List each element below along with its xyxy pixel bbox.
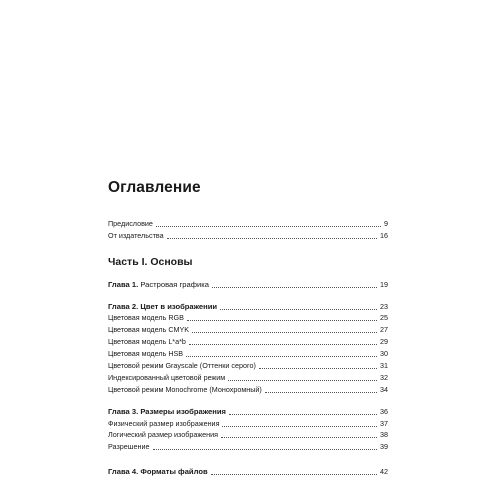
toc-title: Оглавление xyxy=(108,179,201,196)
toc-section xyxy=(108,429,388,441)
entry-page: 34 xyxy=(380,384,388,394)
entry-label: Цветовая модель CMYK xyxy=(108,325,190,335)
toc-section xyxy=(108,323,388,335)
entry-page: 19 xyxy=(380,279,388,289)
toc-section xyxy=(108,335,388,347)
entry-page: 39 xyxy=(380,442,388,452)
leader-dots xyxy=(186,355,377,357)
entry-label: Логический размер изображения xyxy=(108,430,219,440)
chapter-label xyxy=(108,467,208,477)
leader-dots xyxy=(220,308,377,310)
entry-label: Разрешение xyxy=(108,442,150,452)
leader-dots xyxy=(189,343,377,345)
chapter-number: Глава 2. xyxy=(108,301,139,311)
chapter-label xyxy=(108,302,217,312)
chapter-label xyxy=(108,280,209,290)
entry-label: Цветовая модель RGB xyxy=(108,313,184,323)
toc-chapter-3 xyxy=(108,405,388,417)
part-title: Часть I. Основы xyxy=(108,255,193,268)
chapter-name: Цвет в изображении xyxy=(140,301,218,311)
toc-section xyxy=(108,383,388,395)
leader-dots xyxy=(187,319,377,321)
table-of-contents xyxy=(108,178,388,477)
chapter-name: Растровая графика xyxy=(140,279,209,289)
toc-section xyxy=(108,312,388,324)
leader-dots xyxy=(211,473,377,475)
leader-dots xyxy=(212,286,377,288)
toc-section xyxy=(108,440,388,452)
chapter-name: Форматы файлов xyxy=(140,467,208,477)
toc-section xyxy=(108,347,388,359)
entry-page: 23 xyxy=(380,301,388,311)
leader-dots xyxy=(265,391,377,393)
leader-dots xyxy=(228,379,377,381)
chapter-number: Глава 4. xyxy=(108,467,139,477)
toc-section xyxy=(108,371,388,383)
chapter-number: Глава 3. xyxy=(108,406,139,416)
chapter-name: Размеры изображения xyxy=(140,406,226,416)
entry-page: 16 xyxy=(380,230,388,240)
entry-page: 30 xyxy=(380,349,388,359)
leader-dots xyxy=(156,225,381,227)
leader-dots xyxy=(153,448,377,450)
entry-page: 37 xyxy=(380,418,388,428)
toc-section xyxy=(108,359,388,371)
entry-label: Цветовая модель L*a*b xyxy=(108,337,186,347)
entry-page: 32 xyxy=(380,372,388,382)
entry-label: Цветовой режим Grayscale (Оттенки серого) xyxy=(108,361,256,371)
entry-page: 38 xyxy=(380,430,388,440)
entry-label: Цветовая модель HSB xyxy=(108,349,184,359)
entry-page: 36 xyxy=(380,406,388,416)
entry-page: 29 xyxy=(380,337,388,347)
toc-entry-publisher xyxy=(108,229,388,241)
chapter-label xyxy=(108,407,226,417)
entry-label: Индексированный цветовой режим xyxy=(108,372,226,382)
leader-dots xyxy=(222,425,377,427)
entry-page: 25 xyxy=(380,313,388,323)
entry-label: От издательства xyxy=(108,230,164,240)
entry-page: 27 xyxy=(380,325,388,335)
leader-dots xyxy=(221,436,377,438)
entry-label: Цветовой режим Monochrome (Монохромный) xyxy=(108,384,262,394)
toc-chapter-1 xyxy=(108,278,388,290)
leader-dots xyxy=(229,413,377,415)
toc-chapter-4 xyxy=(108,465,388,477)
leader-dots xyxy=(259,367,377,369)
toc-chapter-2 xyxy=(108,300,388,312)
chapter-number: Глава 1. xyxy=(108,279,139,289)
entry-label: Физический размер изображения xyxy=(108,418,220,428)
toc-entry-preface xyxy=(108,217,388,229)
leader-dots xyxy=(192,331,377,333)
entry-label: Предисловие xyxy=(108,218,153,228)
entry-page: 9 xyxy=(384,218,388,228)
entry-page: 42 xyxy=(380,467,388,477)
toc-section xyxy=(108,417,388,429)
leader-dots xyxy=(167,237,377,239)
entry-page: 31 xyxy=(380,361,388,371)
